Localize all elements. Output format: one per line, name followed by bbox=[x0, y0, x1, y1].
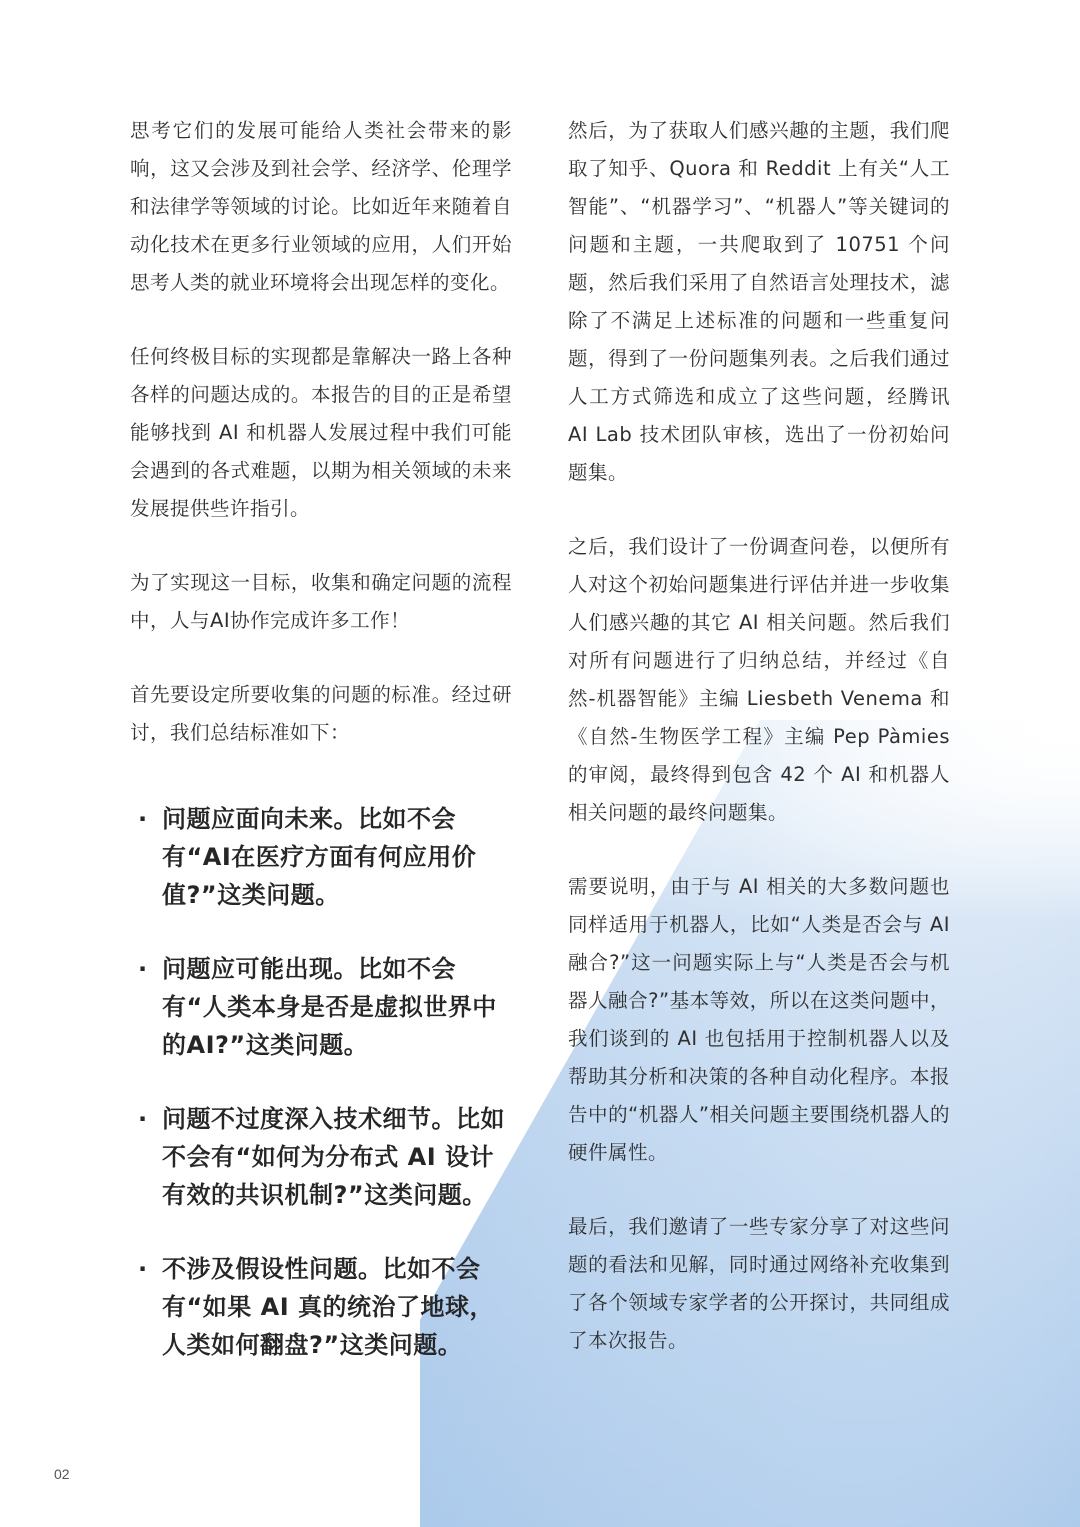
criteria-bullet bbox=[130, 1100, 512, 1214]
paragraph: 之后，我们设计了一份调查问卷，以便所有人对这个初始问题集进行评估并进一步收集人们感兴趣的其它 AI 相关问题。然后我们对所有问题进行了归纳总结，并经过《自然-机器智能》主编 Liesbeth Venema 和《自然-生物医学工程》主编 Pep Pàmies 的审阅，最终得到包含 42 个 AI 和机器人相关问题的最终问题集。 bbox=[568, 535, 950, 824]
paragraph: 思考它们的发展可能给人类社会带来的影响，这又会涉及到社会学、经济学、伦理学和法律学等领域的讨论。比如近年来随着自动化技术在更多行业领域的应用，人们开始思考人类的就业环境将会出现怎样的变化。 bbox=[130, 119, 512, 294]
bullet-text: 问题应可能出现。比如不会有“人类本身是否是虚拟世界中的AI?”这类问题。 bbox=[162, 955, 497, 1059]
bullet-marker: · bbox=[138, 955, 148, 983]
paragraph: 然后，为了获取人们感兴趣的主题，我们爬取了知乎、Quora 和 Reddit 上有关“人工智能”、“机器学习”、“机器人”等关键词的问题和主题，一共爬取到了 10751 个问题，然后我们采用了自然语言处理技术，滤除了不满足上述标准的问题和一些重复问题，得到了一份问题集列表。之后我们通过人工方式筛选和成立了这些问题，经腾讯 AI Lab 技术团队审核，选出了一份初始问题集。 bbox=[568, 119, 950, 484]
criteria-bullet bbox=[130, 800, 512, 914]
criteria-bullet bbox=[130, 950, 512, 1064]
page-number: 02 bbox=[54, 1466, 70, 1482]
paragraph: 最后，我们邀请了一些专家分享了对这些问题的看法和见解，同时通过网络补充收集到了各个领域专家学者的公开探讨，共同组成了本次报告。 bbox=[568, 1215, 950, 1352]
bullet-text: 不涉及假设性问题。比如不会有“如果 AI 真的统治了地球，人类如何翻盘?”这类问题。 bbox=[162, 1255, 494, 1359]
bullet-marker: · bbox=[138, 805, 148, 833]
bullet-marker: · bbox=[138, 1105, 148, 1133]
bullet-marker: · bbox=[138, 1255, 148, 1283]
right-column bbox=[568, 112, 950, 1396]
paragraph: 为了实现这一目标，收集和确定问题的流程中，人与AI协作完成许多工作！ bbox=[130, 571, 512, 632]
paragraph: 首先要设定所要收集的问题的标准。经过研讨，我们总结标准如下： bbox=[130, 683, 512, 744]
bullet-text: 问题不过度深入技术细节。比如不会有“如何为分布式 AI 设计有效的共识机制?”这类问题。 bbox=[162, 1105, 505, 1209]
paragraph: 任何终极目标的实现都是靠解决一路上各种各样的问题达成的。本报告的目的正是希望能够找到 AI 和机器人发展过程中我们可能会遇到的各式难题，以期为相关领域的未来发展提供些许指引。 bbox=[130, 345, 512, 520]
criteria-bullet bbox=[130, 1250, 512, 1364]
paragraph: 需要说明，由于与 AI 相关的大多数问题也同样适用于机器人，比如“人类是否会与 AI 融合?”这一问题实际上与“人类是否会与机器人融合?”基本等效，所以在这类问题中，我们谈到的 AI 也包括用于控制机器人以及帮助其分析和决策的各种自动化程序。本报告中的“机器人”相关问题主要围绕机器人的硬件属性。 bbox=[568, 875, 950, 1164]
left-column bbox=[130, 112, 512, 1400]
bullet-text: 问题应面向未来。比如不会有“AI在医疗方面有何应用价值?”这类问题。 bbox=[162, 805, 477, 909]
